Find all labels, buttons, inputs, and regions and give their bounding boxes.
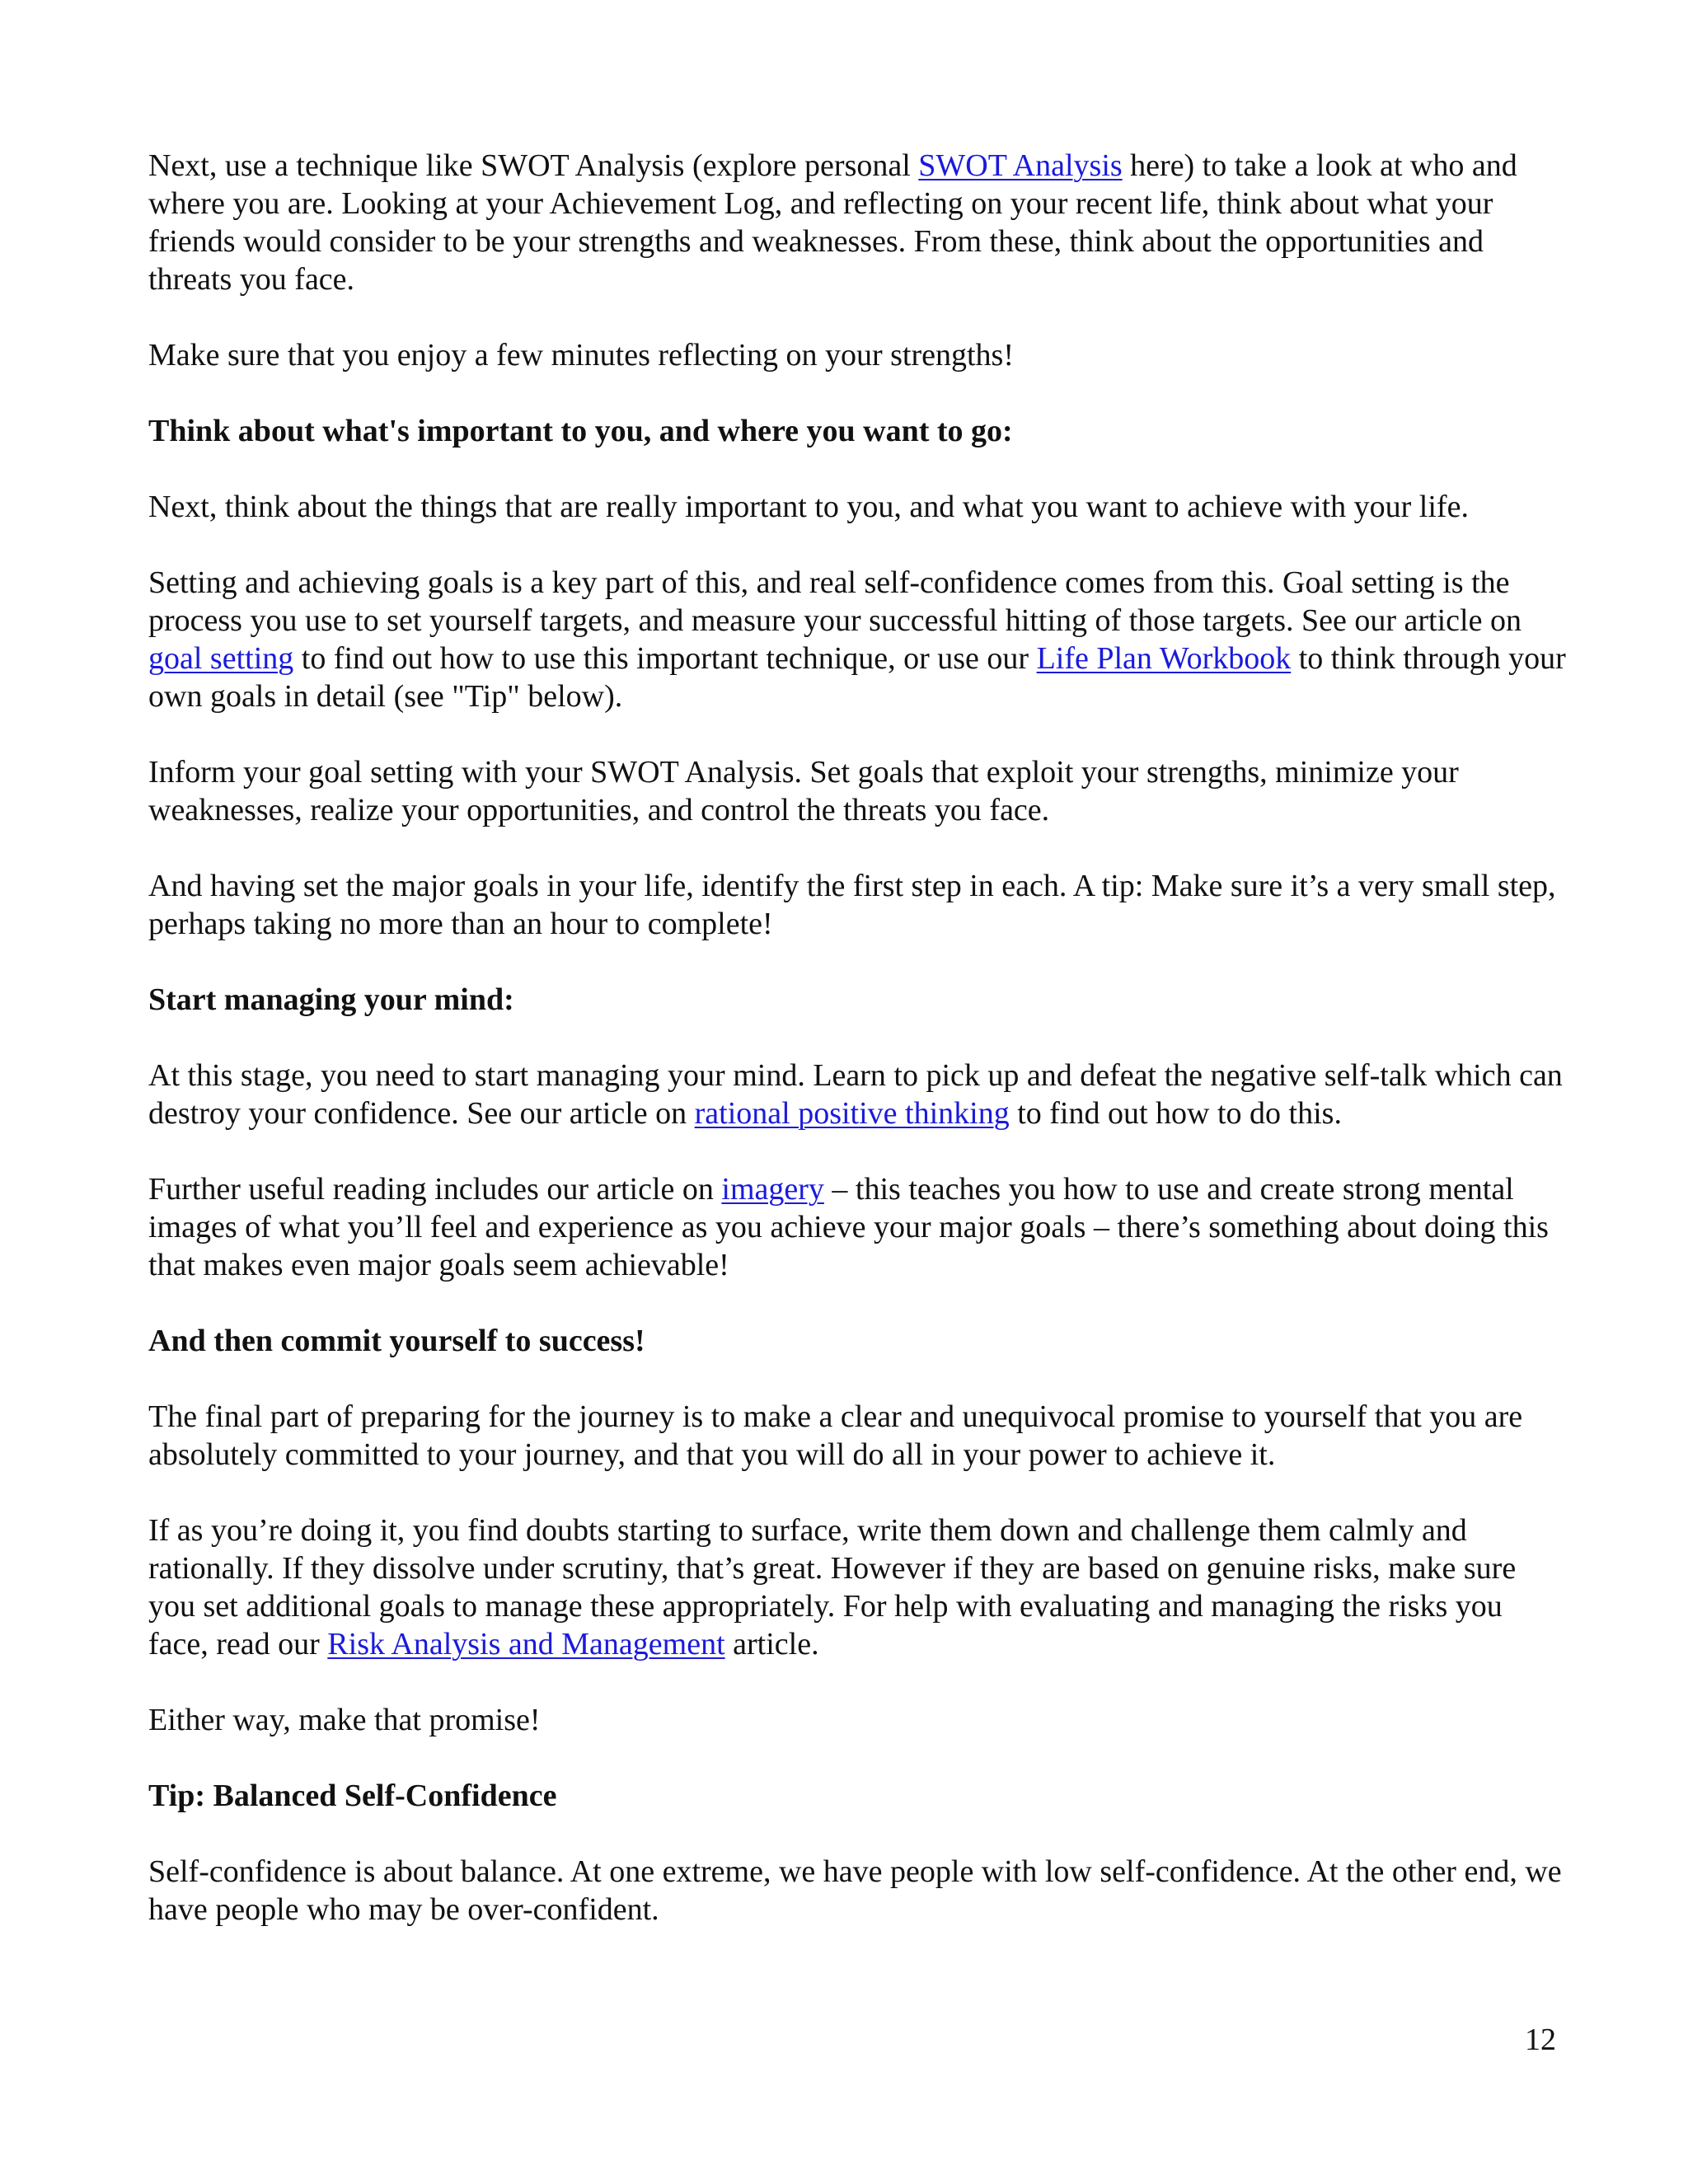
paragraph-managing-mind: [148, 1057, 1566, 1132]
paragraph-doubts: [148, 1511, 1566, 1663]
paragraph-text: If as you’re doing it, you find doubts starting to surface, write them down and challenge them calmly and rationally. If they dissolve under scrutiny, that’s great. However if they are based on genuine risks, make sure you set additional goals to manage these appropriately. For help with evaluating and managing the risks you face, read our: [148, 1513, 1517, 1661]
life-plan-workbook-link[interactable]: Life Plan Workbook: [1036, 641, 1292, 676]
heading-commit: And then commit yourself to success!: [148, 1324, 645, 1358]
paragraph-promise: Either way, make that promise!: [148, 1703, 541, 1737]
page-number: 12: [1525, 2022, 1556, 2057]
swot-analysis-link[interactable]: SWOT Analysis: [918, 148, 1123, 183]
paragraph-text: to think through your own goals in detail (see "Tip" below).: [148, 641, 1566, 714]
goal-setting-link[interactable]: goal setting: [148, 641, 294, 676]
paragraph-text: to find out how to use this important technique, or use our: [293, 641, 1037, 676]
paragraph-first-step: And having set the major goals in your life, identify the first step in each. A tip: Make sure it’s a very small step, perhaps taking no more than an hour to complete!: [148, 869, 1556, 941]
paragraph-balance: Self-confidence is about balance. At one extreme, we have people with low self-confidence. At the other end, we have people who may be over-confident.: [148, 1854, 1562, 1927]
heading-important: Think about what's important to you, and where you want to go:: [148, 414, 1013, 448]
paragraph-strengths: Make sure that you enjoy a few minutes reflecting on your strengths!: [148, 338, 1014, 373]
rational-positive-thinking-link[interactable]: rational positive thinking: [694, 1096, 1010, 1131]
paragraph-text: to find out how to do this.: [1009, 1096, 1342, 1131]
paragraph-text: – this teaches you how to use and create strong mental images of what you’ll feel and experience as you achieve your major goals – there’s something about doing this that makes even major goals seem achievable!: [148, 1172, 1549, 1282]
imagery-link[interactable]: imagery: [721, 1172, 824, 1207]
paragraph-final-part: The final part of preparing for the journey is to make a clear and unequivocal promise to yourself that you are absolutely committed to your journey, and that you will do all in your power to achieve it.: [148, 1399, 1523, 1472]
paragraph-text: Next, use a technique like SWOT Analysis (explore personal: [148, 148, 919, 183]
paragraph-swot: [148, 147, 1566, 298]
risk-analysis-link[interactable]: Risk Analysis and Management: [327, 1627, 725, 1661]
paragraph-text: article.: [724, 1627, 819, 1661]
paragraph-text: Further useful reading includes our article on: [148, 1172, 722, 1207]
paragraph-inform-goals: Inform your goal setting with your SWOT Analysis. Set goals that exploit your strengths, minimize your weaknesses, realize your opportunities, and control the threats you face.: [148, 755, 1459, 827]
paragraph-text: here) to take a look at who and where you are. Looking at your Achievement Log, and reflecting on your recent life, think about what your friends would consider to be your strengths and weaknesses. From these, think about the opportunities and threats you face.: [148, 148, 1517, 297]
heading-tip-balanced: Tip: Balanced Self-Confidence: [148, 1779, 557, 1813]
paragraph-text: Setting and achieving goals is a key part of this, and real self-confidence comes from this. Goal setting is the process you use to set yourself targets, and measure your successful hitting of those targets. See our article on: [148, 565, 1522, 638]
heading-managing-mind: Start managing your mind:: [148, 982, 514, 1017]
document-page: [148, 147, 1566, 1966]
paragraph-text: At this stage, you need to start managing your mind. Learn to pick up and defeat the negative self-talk which can destroy your confidence. See our article on: [148, 1058, 1563, 1131]
paragraph-goal-setting: [148, 564, 1566, 715]
paragraph-imagery: [148, 1170, 1566, 1284]
paragraph-important-things: Next, think about the things that are really important to you, and what you want to achieve with your life.: [148, 490, 1469, 524]
